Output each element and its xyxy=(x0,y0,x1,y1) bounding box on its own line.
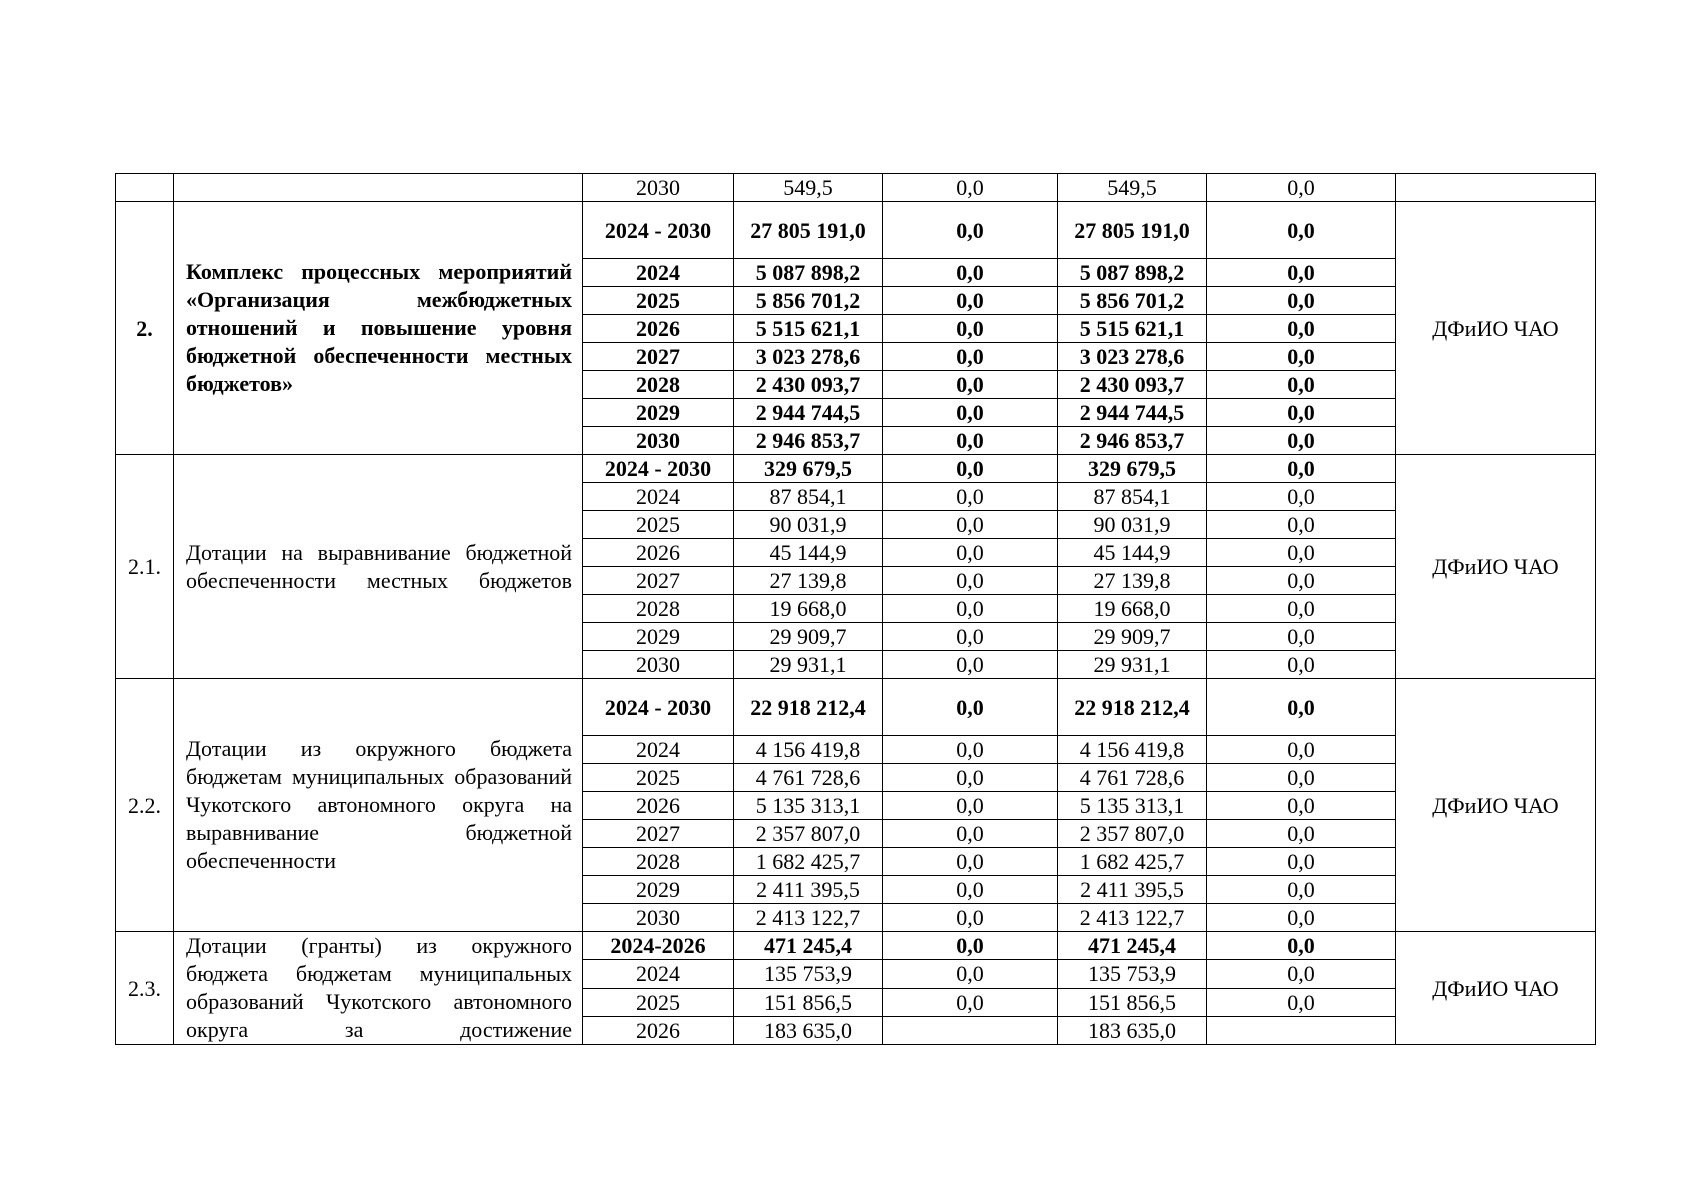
regional-budget-cell: 1 682 425,7 xyxy=(1058,848,1207,876)
year-cell: 2027 xyxy=(583,820,734,848)
row-name-cell: Дотации из окружного бюджета бюджетам муниципальных образований Чукотского автономного округа на выравнивание бюджетной обеспеченности xyxy=(174,679,583,932)
federal-budget-cell: 0,0 xyxy=(883,792,1058,820)
other-sources-cell: 0,0 xyxy=(1207,343,1396,371)
total-cell: 471 245,4 xyxy=(734,932,883,960)
regional-budget-cell: 5 135 313,1 xyxy=(1058,792,1207,820)
federal-budget-cell: 0,0 xyxy=(883,202,1058,259)
total-cell: 2 430 093,7 xyxy=(734,371,883,399)
regional-budget-cell: 5 515 621,1 xyxy=(1058,315,1207,343)
table-row xyxy=(116,202,1596,259)
other-sources-cell: 0,0 xyxy=(1207,960,1396,988)
federal-budget-cell: 0,0 xyxy=(883,651,1058,679)
total-cell: 27 805 191,0 xyxy=(734,202,883,259)
regional-budget-cell: 183 635,0 xyxy=(1058,1016,1207,1044)
other-sources-cell: 0,0 xyxy=(1207,679,1396,736)
other-sources-cell: 0,0 xyxy=(1207,988,1396,1016)
federal-budget-cell: 0,0 xyxy=(883,736,1058,764)
other-sources-cell: 0,0 xyxy=(1207,932,1396,960)
row-number-cell: 2.2. xyxy=(116,679,174,932)
other-sources-cell: 0,0 xyxy=(1207,595,1396,623)
total-cell: 183 635,0 xyxy=(734,1016,883,1044)
total-cell: 4 156 419,8 xyxy=(734,736,883,764)
total-cell: 2 944 744,5 xyxy=(734,399,883,427)
federal-budget-cell: 0,0 xyxy=(883,988,1058,1016)
federal-budget-cell xyxy=(883,1016,1058,1044)
federal-budget-cell: 0,0 xyxy=(883,343,1058,371)
regional-budget-cell: 22 918 212,4 xyxy=(1058,679,1207,736)
other-sources-cell: 0,0 xyxy=(1207,511,1396,539)
regional-budget-cell: 19 668,0 xyxy=(1058,595,1207,623)
regional-budget-cell: 2 357 807,0 xyxy=(1058,820,1207,848)
federal-budget-cell: 0,0 xyxy=(883,315,1058,343)
year-cell: 2026 xyxy=(583,1016,734,1044)
year-cell: 2024 - 2030 xyxy=(583,202,734,259)
total-cell: 29 931,1 xyxy=(734,651,883,679)
total-cell: 329 679,5 xyxy=(734,455,883,483)
regional-budget-cell: 5 856 701,2 xyxy=(1058,287,1207,315)
other-sources-cell: 0,0 xyxy=(1207,736,1396,764)
table-row xyxy=(116,174,1596,202)
total-cell: 45 144,9 xyxy=(734,539,883,567)
federal-budget-cell: 0,0 xyxy=(883,679,1058,736)
total-cell: 2 946 853,7 xyxy=(734,427,883,455)
federal-budget-cell: 0,0 xyxy=(883,595,1058,623)
federal-budget-cell: 0,0 xyxy=(883,455,1058,483)
responsible-cell: ДФиИО ЧАО xyxy=(1396,455,1596,679)
year-cell: 2024 - 2030 xyxy=(583,679,734,736)
other-sources-cell: 0,0 xyxy=(1207,651,1396,679)
regional-budget-cell: 5 087 898,2 xyxy=(1058,259,1207,287)
other-sources-cell: 0,0 xyxy=(1207,202,1396,259)
total-cell: 87 854,1 xyxy=(734,483,883,511)
table-row xyxy=(116,932,1596,960)
year-cell: 2025 xyxy=(583,988,734,1016)
other-sources-cell: 0,0 xyxy=(1207,427,1396,455)
year-cell: 2027 xyxy=(583,343,734,371)
row-name-cell: Дотации на выравнивание бюджетной обеспеченности местных бюджетов xyxy=(174,455,583,679)
federal-budget-cell: 0,0 xyxy=(883,427,1058,455)
year-cell: 2030 xyxy=(583,427,734,455)
federal-budget-cell: 0,0 xyxy=(883,848,1058,876)
table-row xyxy=(116,679,1596,736)
table-body xyxy=(116,174,1596,1045)
other-sources-cell: 0,0 xyxy=(1207,483,1396,511)
total-cell: 90 031,9 xyxy=(734,511,883,539)
year-cell: 2030 xyxy=(583,904,734,932)
year-cell: 2024 xyxy=(583,960,734,988)
other-sources-cell: 0,0 xyxy=(1207,287,1396,315)
regional-budget-cell: 549,5 xyxy=(1058,174,1207,202)
total-cell: 5 515 621,1 xyxy=(734,315,883,343)
total-cell: 151 856,5 xyxy=(734,988,883,1016)
regional-budget-cell: 27 805 191,0 xyxy=(1058,202,1207,259)
row-number-cell: 2.3. xyxy=(116,932,174,1045)
other-sources-cell xyxy=(1207,1016,1396,1044)
regional-budget-cell: 27 139,8 xyxy=(1058,567,1207,595)
other-sources-cell: 0,0 xyxy=(1207,764,1396,792)
other-sources-cell: 0,0 xyxy=(1207,876,1396,904)
federal-budget-cell: 0,0 xyxy=(883,511,1058,539)
federal-budget-cell: 0,0 xyxy=(883,174,1058,202)
row-number-cell: 2.1. xyxy=(116,455,174,679)
regional-budget-cell: 45 144,9 xyxy=(1058,539,1207,567)
regional-budget-cell: 2 946 853,7 xyxy=(1058,427,1207,455)
year-cell: 2030 xyxy=(583,651,734,679)
year-cell: 2026 xyxy=(583,792,734,820)
regional-budget-cell: 29 909,7 xyxy=(1058,623,1207,651)
responsible-cell: ДФиИО ЧАО xyxy=(1396,679,1596,932)
total-cell: 2 411 395,5 xyxy=(734,876,883,904)
federal-budget-cell: 0,0 xyxy=(883,623,1058,651)
year-cell: 2026 xyxy=(583,539,734,567)
year-cell: 2024 xyxy=(583,736,734,764)
total-cell: 135 753,9 xyxy=(734,960,883,988)
regional-budget-cell: 2 413 122,7 xyxy=(1058,904,1207,932)
year-cell: 2029 xyxy=(583,876,734,904)
table-row xyxy=(116,455,1596,483)
other-sources-cell: 0,0 xyxy=(1207,315,1396,343)
name-cell xyxy=(174,174,583,202)
year-cell: 2025 xyxy=(583,511,734,539)
federal-budget-cell: 0,0 xyxy=(883,399,1058,427)
year-cell: 2024-2026 xyxy=(583,932,734,960)
regional-budget-cell: 4 761 728,6 xyxy=(1058,764,1207,792)
federal-budget-cell: 0,0 xyxy=(883,904,1058,932)
federal-budget-cell: 0,0 xyxy=(883,932,1058,960)
total-cell: 1 682 425,7 xyxy=(734,848,883,876)
year-cell: 2024 xyxy=(583,259,734,287)
other-sources-cell: 0,0 xyxy=(1207,848,1396,876)
total-cell: 3 023 278,6 xyxy=(734,343,883,371)
row-number-cell: 2. xyxy=(116,202,174,455)
year-cell: 2027 xyxy=(583,567,734,595)
year-cell: 2026 xyxy=(583,315,734,343)
regional-budget-cell: 2 944 744,5 xyxy=(1058,399,1207,427)
other-sources-cell: 0,0 xyxy=(1207,371,1396,399)
total-cell: 4 761 728,6 xyxy=(734,764,883,792)
total-cell: 2 413 122,7 xyxy=(734,904,883,932)
federal-budget-cell: 0,0 xyxy=(883,371,1058,399)
year-cell: 2025 xyxy=(583,287,734,315)
other-sources-cell: 0,0 xyxy=(1207,567,1396,595)
total-cell: 19 668,0 xyxy=(734,595,883,623)
year-cell: 2030 xyxy=(583,174,734,202)
year-cell: 2028 xyxy=(583,595,734,623)
budget-table xyxy=(115,173,1596,1045)
other-sources-cell: 0,0 xyxy=(1207,455,1396,483)
regional-budget-cell: 2 411 395,5 xyxy=(1058,876,1207,904)
regional-budget-cell: 4 156 419,8 xyxy=(1058,736,1207,764)
regional-budget-cell: 29 931,1 xyxy=(1058,651,1207,679)
federal-budget-cell: 0,0 xyxy=(883,287,1058,315)
responsible-cell xyxy=(1396,174,1596,202)
year-cell: 2025 xyxy=(583,764,734,792)
total-cell: 5 087 898,2 xyxy=(734,259,883,287)
other-sources-cell: 0,0 xyxy=(1207,174,1396,202)
federal-budget-cell: 0,0 xyxy=(883,567,1058,595)
year-cell: 2028 xyxy=(583,371,734,399)
federal-budget-cell: 0,0 xyxy=(883,539,1058,567)
federal-budget-cell: 0,0 xyxy=(883,876,1058,904)
row-name-cell: Дотации (гранты) из окружного бюджета бюджетам муниципальных образований Чукотского автономного округа за достижение xyxy=(174,932,583,1045)
regional-budget-cell: 90 031,9 xyxy=(1058,511,1207,539)
other-sources-cell: 0,0 xyxy=(1207,792,1396,820)
number-cell xyxy=(116,174,174,202)
regional-budget-cell: 2 430 093,7 xyxy=(1058,371,1207,399)
regional-budget-cell: 3 023 278,6 xyxy=(1058,343,1207,371)
other-sources-cell: 0,0 xyxy=(1207,539,1396,567)
federal-budget-cell: 0,0 xyxy=(883,820,1058,848)
total-cell: 29 909,7 xyxy=(734,623,883,651)
regional-budget-cell: 135 753,9 xyxy=(1058,960,1207,988)
year-cell: 2028 xyxy=(583,848,734,876)
other-sources-cell: 0,0 xyxy=(1207,820,1396,848)
total-cell: 22 918 212,4 xyxy=(734,679,883,736)
regional-budget-cell: 87 854,1 xyxy=(1058,483,1207,511)
year-cell: 2029 xyxy=(583,623,734,651)
year-cell: 2029 xyxy=(583,399,734,427)
regional-budget-cell: 471 245,4 xyxy=(1058,932,1207,960)
total-cell: 5 135 313,1 xyxy=(734,792,883,820)
total-cell: 549,5 xyxy=(734,174,883,202)
regional-budget-cell: 151 856,5 xyxy=(1058,988,1207,1016)
regional-budget-cell: 329 679,5 xyxy=(1058,455,1207,483)
total-cell: 27 139,8 xyxy=(734,567,883,595)
row-name-cell: Комплекс процессных мероприятий «Организация межбюджетных отношений и повышение уровня бюджетной обеспеченности местных бюджетов» xyxy=(174,202,583,455)
total-cell: 5 856 701,2 xyxy=(734,287,883,315)
federal-budget-cell: 0,0 xyxy=(883,483,1058,511)
responsible-cell: ДФиИО ЧАО xyxy=(1396,202,1596,455)
year-cell: 2024 xyxy=(583,483,734,511)
other-sources-cell: 0,0 xyxy=(1207,904,1396,932)
other-sources-cell: 0,0 xyxy=(1207,259,1396,287)
federal-budget-cell: 0,0 xyxy=(883,764,1058,792)
year-cell: 2024 - 2030 xyxy=(583,455,734,483)
federal-budget-cell: 0,0 xyxy=(883,259,1058,287)
federal-budget-cell: 0,0 xyxy=(883,960,1058,988)
total-cell: 2 357 807,0 xyxy=(734,820,883,848)
other-sources-cell: 0,0 xyxy=(1207,399,1396,427)
other-sources-cell: 0,0 xyxy=(1207,623,1396,651)
responsible-cell: ДФиИО ЧАО xyxy=(1396,932,1596,1045)
